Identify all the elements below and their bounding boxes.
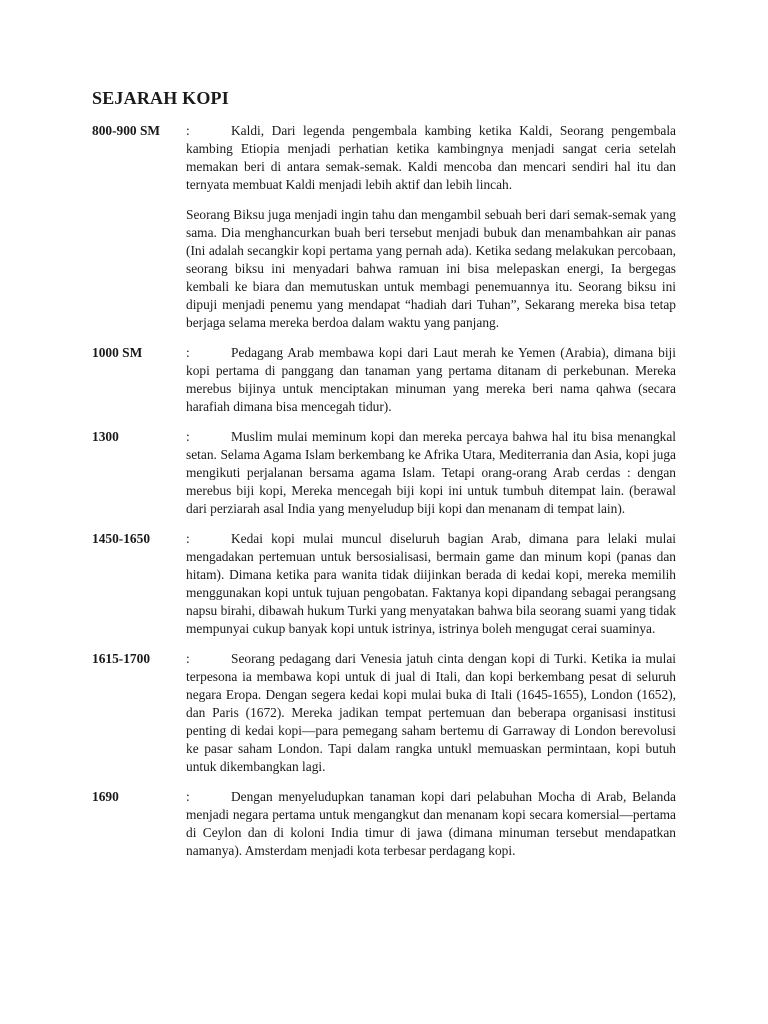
timeline-entry <box>92 530 676 638</box>
entry-paragraph <box>186 206 676 332</box>
entry-body <box>186 530 676 638</box>
entry-body <box>186 344 676 416</box>
entry-paragraph <box>186 788 676 860</box>
entry-year: 1300 <box>92 429 119 444</box>
entry-paragraph <box>186 344 676 416</box>
entry-paragraph <box>186 650 676 776</box>
entry-year: 1450-1650 <box>92 531 151 546</box>
timeline-entry <box>92 344 676 416</box>
timeline-entry <box>92 428 676 518</box>
entry-paragraph-text: Muslim mulai meminum kopi dan mereka percaya bahwa hal itu bisa menangkal setan. Selama Agama Islam berkembang ke Afrika Utara, Mediterrania dan Asia, kopi juga mengikuti perjalanan bersama agama Islam. Tetapi orang-orang Arab cerdas : dengan merebus biji kopi, Mereka mencegah biji kopi ini untuk tumbuh ditempat lain. (berawal dari perziarah asal India yang menyeludup biji kopi dan menanam di tempat lain). <box>186 429 676 516</box>
entry-paragraph-text: Pedagang Arab membawa kopi dari Laut merah ke Yemen (Arabia), dimana biji kopi pertama di panggang dan tanaman yang pertama ditanam di perkebunan. Mereka merebus bijinya untuk menciptakan minuman yang mereka beri nama qahwa (secara harafiah dimana bisa mencegah tidur). <box>186 345 676 414</box>
entry-colon: : <box>186 345 190 360</box>
entry-body <box>186 122 676 332</box>
entry-colon: : <box>186 789 190 804</box>
entry-year: 1000 SM <box>92 345 143 360</box>
entry-body <box>186 650 676 776</box>
timeline-entry <box>92 650 676 776</box>
entry-year: 800-900 SM <box>92 123 161 138</box>
entry-colon: : <box>186 531 190 546</box>
entry-colon: : <box>186 429 190 444</box>
entry-paragraph <box>186 428 676 518</box>
entry-paragraph-text: Kaldi, Dari legenda pengembala kambing ketika Kaldi, Seorang pengembala kambing Etiopia menjadi perhatian ketika kambingnya menjadi sangat ceria setelah memakan beri di antara semak-semak. Kaldi mencoba dan mencari sendiri hal itu dan ternyata membuat Kaldi menjadi lebih aktif dan lebih lincah. <box>186 123 676 192</box>
entry-paragraph-text: Seorang pedagang dari Venesia jatuh cinta dengan kopi di Turki. Ketika ia mulai terpesona ia membawa kopi untuk di jual di Itali, dan kopi berkembang pesat di seluruh negara Eropa. Dengan segera kedai kopi mulai buka di Itali (1645-1655), London (1652), dan Paris (1672). Mereka jadikan tempat pertemuan dan beberapa organisasi institusi penting di kedai kopi—para pemegang saham bertemu di Garraway di London berevolusi ke pasar saham London. Tapi dalam rangka untukl memuaskan permintaan, kopi butuh untuk dikembangkan lagi. <box>186 651 676 774</box>
entry-paragraph <box>186 530 676 638</box>
entry-body <box>186 788 676 860</box>
entry-colon: : <box>186 651 190 666</box>
timeline-entry <box>92 122 676 332</box>
document-title: SEJARAH KOPI <box>92 88 229 108</box>
timeline-entries <box>92 122 676 860</box>
entry-paragraph <box>186 122 676 194</box>
entry-year: 1690 <box>92 789 119 804</box>
entry-year: 1615-1700 <box>92 651 151 666</box>
entry-body <box>186 428 676 518</box>
entry-colon: : <box>186 123 190 138</box>
entry-paragraph-text: Seorang Biksu juga menjadi ingin tahu dan mengambil sebuah beri dari semak-semak yang sama. Dia menghancurkan buah beri tersebut menjadi bubuk dan menambahkan air panas (Ini adalah secangkir kopi pertama yang pernah ada). Ketika sedang melakukan percobaan, seorang biksu ini menyadari bahwa ramuan ini bisa melepaskan energi, Ia bergegas kembali ke biara dan memutuskan untuk membagi penemuannya itu. Seorang biksu ini dipuji menjadi penemu yang mendapat “hadiah dari Tuhan”, Sekarang mereka bisa tetap berjaga selama mereka berdoa dalam waktu yang panjang. <box>186 207 676 330</box>
entry-paragraph-text: Dengan menyeludupkan tanaman kopi dari pelabuhan Mocha di Arab, Belanda menjadi negara pertama untuk mengangkut dan menanam kopi secara komersial—pertama di Ceylon dan di koloni India timur di jawa (dimana minuman tersebut mendapatkan namanya). Amsterdam menjadi kota terbesar perdagang kopi. <box>186 789 676 858</box>
entry-paragraph-text: Kedai kopi mulai muncul diseluruh bagian Arab, dimana para lelaki mulai mengadakan pertemuan untuk bersosialisasi, bermain game dan minum kopi (panas dan hitam). Dimana ketika para wanita tidak diijinkan berada di kedai kopi, mereka memilih menggunakan kopi untuk tujuan pengobatan. Faktanya kopi dipandang sebagai perangsang napsu birahi, dibawah hukum Turki yang menyatakan bahwa bila seorang suami yang tidak mempunyai cukup banyak kopi untuk istrinya, istrinya boleh mengugat cerai suaminya. <box>186 531 676 636</box>
timeline-entry <box>92 788 676 860</box>
